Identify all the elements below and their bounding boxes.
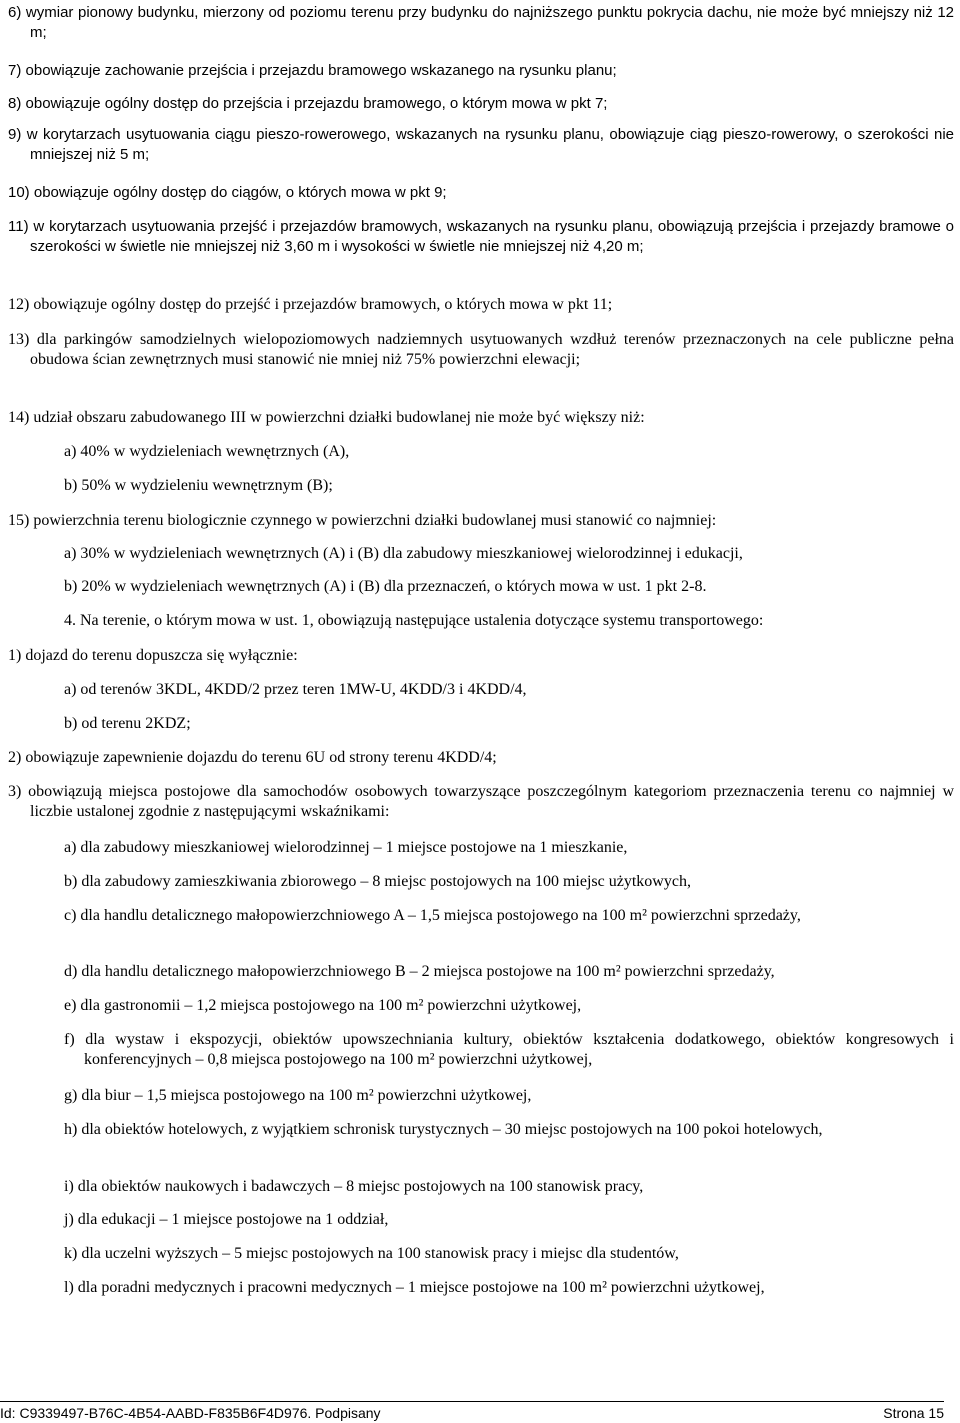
paragraph-t3i: i) dla obiektów naukowych i badawczych – 8 miejsc postojowych na 100 stanowisk pracy,: [64, 1178, 644, 1195]
paragraph-t3b: b) dla zabudowy zamieszkiwania zbiorowego – 8 miejsc postojowych na 100 miejsc użytkowych,: [64, 873, 691, 890]
paragraph-9: 9) w korytarzach usytuowania ciągu pieszo-rowerowego, wskazanych na rysunku planu, obowiązuje ciąg pieszo-rowerowy, o szerokości nie mniejszej niż 5 m;: [8, 126, 954, 163]
paragraph-t3k: k) dla uczelni wyższych – 5 miejsc postojowych na 100 stanowisk pracy i miejsc dla studentów,: [64, 1245, 679, 1262]
paragraph-t3j: j) dla edukacji – 1 miejsce postojowe na 1 oddział,: [64, 1211, 389, 1228]
page-number: Strona 15: [883, 1405, 944, 1421]
paragraph-t3c: c) dla handlu detalicznego małopowierzchniowego A – 1,5 miejsca postojowego na 100 m² powierzchni sprzedaży,: [64, 907, 801, 924]
paragraph-15a: a) 30% w wydzieleniach wewnętrznych (A) i (B) dla zabudowy mieszkaniowej wielorodzinnej i edukacji,: [64, 545, 743, 562]
paragraph-t3h: h) dla obiektów hotelowych, z wyjątkiem schronisk turystycznych – 30 miejsc postojowych na 100 pokoi hotelowych,: [64, 1121, 823, 1138]
paragraph-14a: a) 40% w wydzieleniach wewnętrznych (A),: [64, 443, 350, 460]
paragraph-10: 10) obowiązuje ogólny dostęp do ciągów, o których mowa w pkt 9;: [8, 184, 447, 201]
paragraph-t3: 3) obowiązują miejsca postojowe dla samochodów osobowych towarzyszące poszczególnym kategoriom przeznaczenia terenu co najmniej w liczbie ustalonej zgodnie z następującymi wskaźnikami:: [8, 783, 954, 820]
paragraph-t1: 1) dojazd do terenu dopuszcza się wyłącznie:: [8, 647, 298, 664]
paragraph-t3a: a) dla zabudowy mieszkaniowej wielorodzinnej – 1 miejsce postojowe na 1 mieszkanie,: [64, 839, 628, 856]
document-id: Id: C9339497-B76C-4B54-AABD-F835B6F4D976. Podpisany: [0, 1405, 381, 1421]
paragraph-15: 15) powierzchnia terenu biologicznie czynnego w powierzchni działki budowlanej musi stanowić co najmniej:: [8, 512, 717, 529]
paragraph-t3e: e) dla gastronomii – 1,2 miejsca postojowego na 100 m² powierzchni użytkowej,: [64, 997, 582, 1014]
paragraph-6: 6) wymiar pionowy budynku, mierzony od poziomu terenu przy budynku do najniższego punktu pokrycia dachu, nie może być mniejszy niż 12 m;: [8, 4, 954, 41]
paragraph-15b: b) 20% w wydzieleniach wewnętrznych (A) i (B) dla przeznaczeń, o których mowa w ust. 1 pkt 2-8.: [64, 578, 707, 595]
paragraph-t3g: g) dla biur – 1,5 miejsca postojowego na 100 m² powierzchni użytkowej,: [64, 1087, 532, 1104]
paragraph-7: 7) obowiązuje zachowanie przejścia i przejazdu bramowego wskazanego na rysunku planu;: [8, 62, 617, 79]
footer-divider: [0, 1401, 944, 1402]
paragraph-t2: 2) obowiązuje zapewnienie dojazdu do terenu 6U od strony terenu 4KDD/4;: [8, 749, 497, 766]
paragraph-8: 8) obowiązuje ogólny dostęp do przejścia i przejazdu bramowego, o którym mowa w pkt 7;: [8, 95, 608, 112]
paragraph-11: 11) w korytarzach usytuowania przejść i przejazdów bramowych, wskazanych na rysunku planu, obowiązują przejścia i przejazdy bramowe o szerokości w świetle nie mniejszej niż 3,60 m i wysokości w świetle nie mniejszej niż 4,20 m;: [8, 218, 954, 255]
paragraph-14: 14) udział obszaru zabudowanego III w powierzchni działki budowlanej nie może być większy niż:: [8, 409, 645, 426]
section-4-heading: 4. Na terenie, o którym mowa w ust. 1, obowiązują następujące ustalenia dotyczące systemu transportowego:: [64, 612, 764, 629]
paragraph-t1a: a) od terenów 3KDL, 4KDD/2 przez teren 1MW-U, 4KDD/3 i 4KDD/4,: [64, 681, 527, 698]
paragraph-t1b: b) od terenu 2KDZ;: [64, 715, 191, 732]
paragraph-12: 12) obowiązuje ogólny dostęp do przejść i przejazdów bramowych, o których mowa w pkt 11;: [8, 296, 613, 313]
paragraph-13: 13) dla parkingów samodzielnych wielopoziomowych nadziemnych usytuowanych wzdłuż terenów przeznaczonych na cele publiczne pełna obudowa ścian zewnętrznych musi stanowić nie mniej niż 75% powierzchni elewacji;: [8, 331, 954, 368]
page-footer: [0, 1401, 944, 1423]
paragraph-14b: b) 50% w wydzieleniu wewnętrznym (B);: [64, 477, 333, 494]
paragraph-t3l: l) dla poradni medycznych i pracowni medycznych – 1 miejsce postojowe na 100 m² powierzchni użytkowej,: [64, 1279, 765, 1296]
paragraph-t3f: f) dla wystaw i ekspozycji, obiektów upowszechniania kultury, obiektów kształcenia dodatkowego, obiektów kongresowych i konferencyjnych – 0,8 miejsca postojowego na 100 m² powierzchni użytkowej,: [64, 1031, 954, 1068]
paragraph-t3d: d) dla handlu detalicznego małopowierzchniowego B – 2 miejsca postojowe na 100 m² powierzchni sprzedaży,: [64, 963, 775, 980]
